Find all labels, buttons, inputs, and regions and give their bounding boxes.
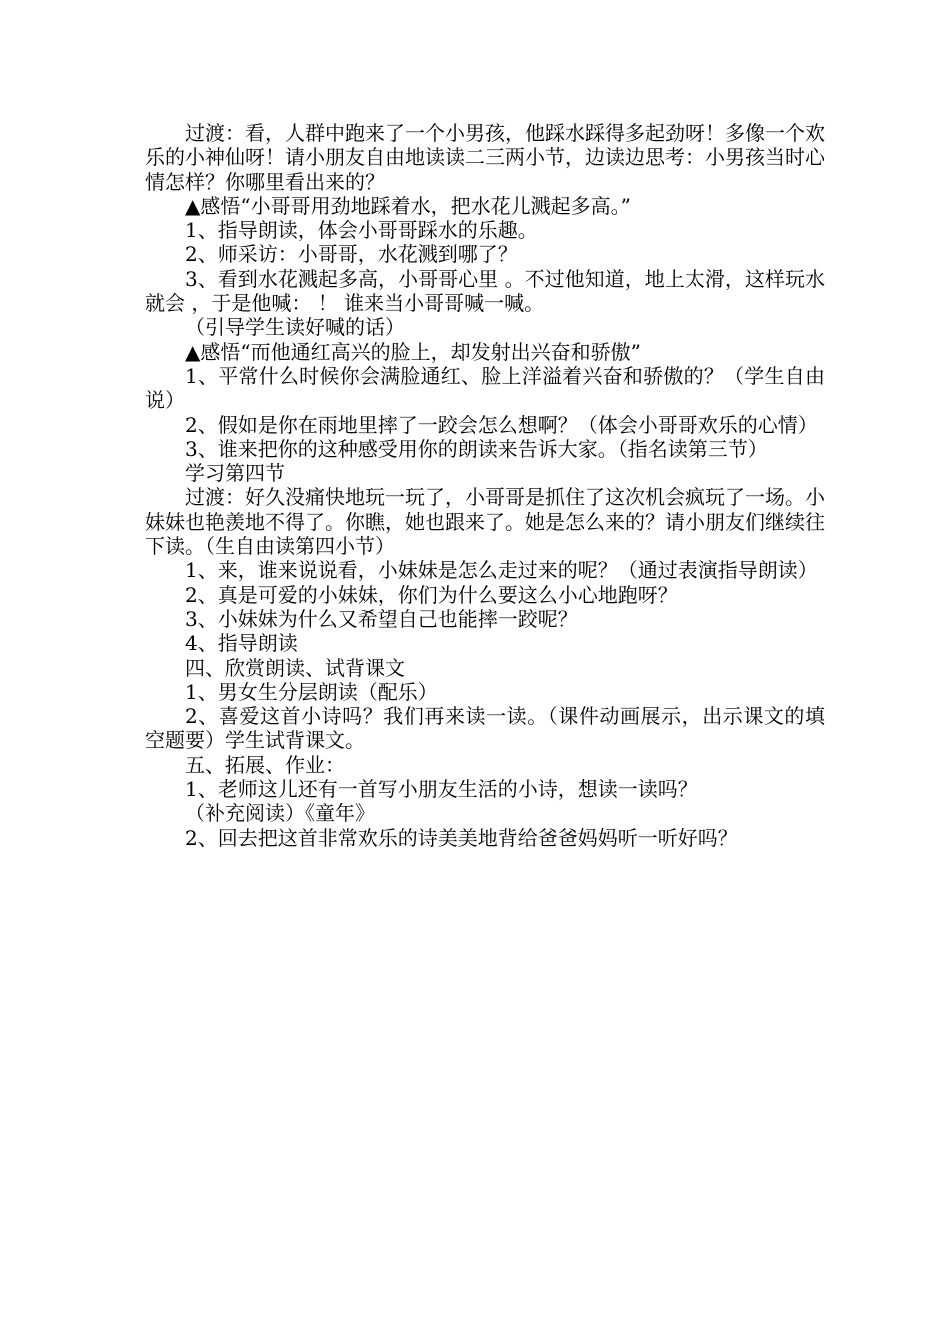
paragraph-item: 4、指导朗读 <box>185 631 298 656</box>
paragraph-insight-1: ▲感悟“小哥哥用劲地踩着水，把水花儿溅起多高。” <box>185 193 631 218</box>
paragraph-item: 1、平常什么时候你会满脸通红、脸上洋溢着兴奋和骄傲的？（学生自由说） <box>145 363 825 413</box>
paragraph-item: 2、真是可爱的小妹妹，你们为什么要这么小心地跑呀？ <box>185 582 678 607</box>
paragraph-item: 1、男女生分层朗读（配乐） <box>185 679 438 704</box>
paragraph-item: 1、老师这儿还有一首写小朋友生活的小诗，想读一读吗？ <box>185 777 698 802</box>
section-heading-extension: 五、拓展、作业： <box>185 752 345 777</box>
paragraph-item: 3、小妹妹为什么又希望自己也能摔一跤呢？ <box>185 606 578 631</box>
paragraph-note: （补充阅读）《童年》 <box>185 801 375 826</box>
paragraph-item: 3、看到水花溅起多高，小哥哥心里 。不过他知道，地上太滑，这样玩水就会 ，于是他喊： ！ 谁来当小哥哥喊一喊。 <box>145 266 825 316</box>
paragraph-item: 2、喜爱这首小诗吗？我们再来读一读。（课件动画展示，出示课文的填空题要）学生试背课文。 <box>145 704 825 753</box>
paragraph-transition-2: 过渡：好久没痛快地玩一玩了，小哥哥是抓住了这次机会疯玩了一场。小妹妹也艳羡地不得了。你瞧，她也跟来了。她是怎么来的？请小朋友们继续往下读。（生自由读第四小节） <box>145 485 825 559</box>
paragraph-item: 1、来，谁来说说看，小妹妹是怎么走过来的呢？（通过表演指导朗读） <box>185 558 818 583</box>
document-body <box>145 121 825 850</box>
section-heading-appreciation: 四、欣赏朗读、试背课文 <box>185 655 405 680</box>
paragraph-item: 2、回去把这首非常欢乐的诗美美地背给爸爸妈妈听一听好吗？ <box>185 825 738 850</box>
paragraph-transition-1: 过渡：看，人群中跑来了一个小男孩，他踩水踩得多起劲呀！多像一个欢乐的小神仙呀！请小朋友自由地读读二三两小节，边读边思考：小男孩当时心情怎样？你哪里看出来的？ <box>145 121 825 194</box>
paragraph-item: 2、师采访：小哥哥，水花溅到哪了？ <box>185 242 518 267</box>
paragraph-item: 2、假如是你在雨地里摔了一跤会怎么想啊？（体会小哥哥欢乐的心情） <box>185 412 818 437</box>
paragraph-item: 1、指导朗读，体会小哥哥踩水的乐趣。 <box>185 218 538 243</box>
paragraph-note: （引导学生读好喊的话） <box>185 315 405 340</box>
section-heading-4: 学习第四节 <box>185 461 285 486</box>
paragraph-item: 3、谁来把你的这种感受用你的朗读来告诉大家。（指名读第三节） <box>185 436 768 461</box>
paragraph-insight-2: ▲感悟“而他通红高兴的脸上，却发射出兴奋和骄傲” <box>185 339 641 364</box>
